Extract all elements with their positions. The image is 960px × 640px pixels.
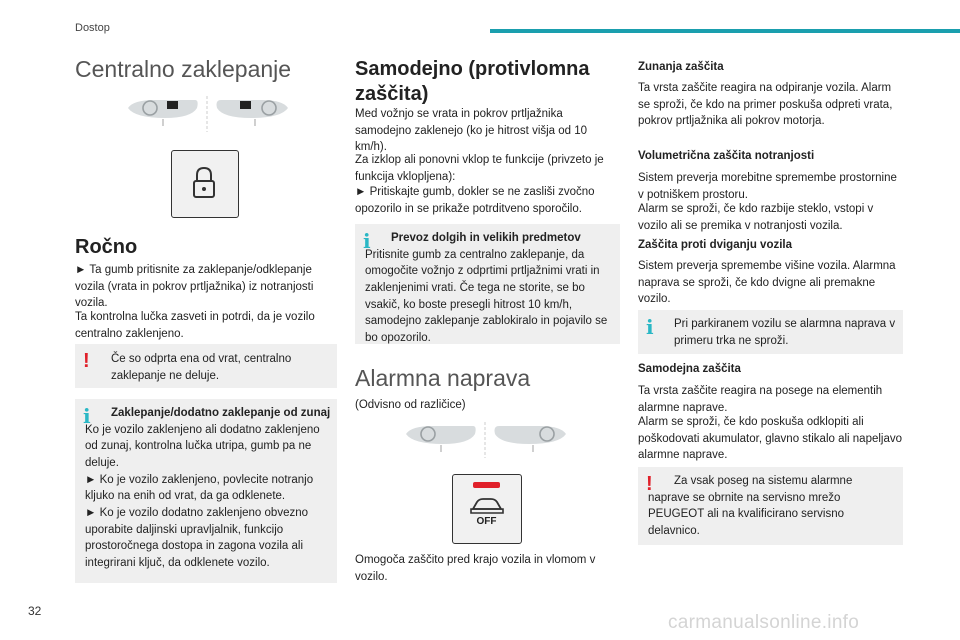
self-protection-text-2: Alarm se sproži, če kdo poskuša odklopiti ali poškodovati akumulator, glavno stikalo ali napeljavo alarmne naprave. bbox=[638, 416, 903, 462]
central-locking-button[interactable] bbox=[171, 150, 239, 218]
info-note-long-objects bbox=[355, 224, 620, 344]
alarm-title: Alarmna naprava bbox=[355, 365, 531, 391]
alarm-text: Omogoča zaščito pred krajo vozila in vlomom v vozilo. bbox=[355, 554, 596, 583]
left-dashboard-icon bbox=[406, 426, 476, 452]
section-accent-bar bbox=[490, 29, 960, 33]
warning-note-service bbox=[638, 467, 903, 545]
volumetric-protection-heading: Volumetrična zaščita notranjosti bbox=[638, 150, 815, 162]
automatic-locking-title: Samodejno (protivlomna zaščita) bbox=[355, 58, 590, 105]
volumetric-text-1: Sistem preverja morebitne spremembe prostornine v potniškem prostoru. bbox=[638, 172, 897, 201]
external-protection-text: Ta vrsta zaščite reagira na odpiranje vozila. Alarm se sproži, če kdo na primer poskuša odpreti vrata, pokrov prtljažnika ali pokrov motorja. bbox=[638, 82, 893, 128]
info-parking-text: Pri parkiranem vozilu se alarmna naprava v primeru trka ne sproži. bbox=[674, 318, 896, 347]
info-icon: i bbox=[83, 404, 91, 428]
self-protection-text-1: Ta vrsta zaščite reagira na posege na elementih alarmne naprave. bbox=[638, 385, 883, 414]
manual-text-2: Ta kontrolna lučka zasveti in potrdi, da je vozilo centralno zaklenjeno. bbox=[75, 311, 315, 340]
info-locking-text-1: Ko je vozilo zaklenjeno ali dodatno zaklenjeno od zunaj, kontrolna lučka utripa, gumb pa ne deluje. bbox=[85, 423, 320, 470]
info-note-parking bbox=[638, 310, 903, 354]
alarm-off-button[interactable] bbox=[452, 474, 522, 544]
alarm-variant: (Odvisno od različice) bbox=[355, 399, 466, 411]
automatic-text-2: Za izklop ali ponovni vklop te funkcije (privzeto je funkcija vklopljena): bbox=[355, 154, 604, 183]
info-locking-text-3: ► Ko je vozilo dodatno zaklenjeno obvezno uporabite daljinski upravljalnik, funkcijo prostoročnega dostopa in zagona vozila ali integrirani ključ, da odklenete vozilo. bbox=[85, 507, 309, 570]
alarm-dashboard-illustration bbox=[403, 418, 573, 460]
watermark: carmanualsonline.info bbox=[668, 612, 860, 633]
warning-doors-text: Če so odprta ena od vrat, centralno zaklepanje ne deluje. bbox=[111, 353, 292, 382]
info-icon: i bbox=[363, 229, 371, 253]
info-long-objects-text: Pritisnite gumb za centralno zaklepanje, da omogočite vožnjo z odprtimi prtljažnimi vrati in zaklenjenimi vrati. Če tega ne storite, se bo vsakič, ko boste presegli hitrost 10 km/h, samodejno zaklepanje zablokiralo in pojavilo se bo opozorilo. bbox=[365, 248, 608, 345]
automatic-text-3: ► Pritiskajte gumb, dokler se ne zasliši zvočno opozorilo in se prikaže potrditveno sporočilo. bbox=[355, 186, 595, 215]
central-locking-title: Centralno zaklepanje bbox=[75, 56, 292, 82]
automatic-text-1: Med vožnjo se vrata in pokrov prtljažnika samodejno zaklenejo (ko je hitrost višja od 10 km/h). bbox=[355, 108, 588, 154]
info-locking-title: Zaklepanje/dodatno zaklepanje od zunaj bbox=[111, 407, 331, 419]
car-alarm-off-icon bbox=[453, 475, 520, 542]
right-dashboard-icon bbox=[495, 426, 567, 452]
section-header: Dostop bbox=[75, 22, 110, 34]
lift-protection-heading: Zaščita proti dviganju vozila bbox=[638, 239, 793, 251]
dashboard-illustration bbox=[125, 92, 295, 134]
info-long-objects-title: Prevoz dolgih in velikih predmetov bbox=[391, 232, 581, 244]
info-note-external-locking bbox=[75, 399, 337, 583]
left-dashboard-icon bbox=[128, 100, 198, 126]
manual-heading: Ročno bbox=[75, 236, 138, 258]
lock-icon bbox=[172, 151, 237, 216]
warning-service-text: Za vsak poseg na sistemu alarmne naprave se obrnite na servisno mrežo PEUGEOT ali na kvalificirano servisno delavnico. bbox=[648, 475, 853, 538]
right-dashboard-icon bbox=[217, 100, 289, 126]
info-locking-text-2: ► Ko je vozilo zaklenjeno, povlecite notranjo kljuko na enih od vrat, da ga odklenete. bbox=[85, 473, 314, 503]
external-protection-heading: Zunanja zaščita bbox=[638, 61, 724, 73]
warning-note-doors bbox=[75, 344, 337, 388]
info-icon: i bbox=[646, 315, 654, 339]
manual-text-1: ► Ta gumb pritisnite za zaklepanje/odklepanje vozila (vrata in pokrov prtljažnika) iz notranjosti vozila. bbox=[75, 264, 314, 310]
lift-protection-text: Sistem preverja spremembe višine vozila. Alarmna naprava se sproži, če kdo dvigne ali premakne vozilo. bbox=[638, 260, 896, 306]
off-label: OFF bbox=[476, 516, 497, 527]
self-protection-heading: Samodejna zaščita bbox=[638, 363, 741, 375]
warning-icon: ! bbox=[83, 350, 90, 372]
volumetric-text-2: Alarm se sproži, če kdo razbije steklo, vstopi v vozilo ali se premika v notranjosti vozila. bbox=[638, 203, 874, 232]
page-number: 32 bbox=[28, 604, 42, 618]
warning-icon: ! bbox=[646, 473, 653, 495]
